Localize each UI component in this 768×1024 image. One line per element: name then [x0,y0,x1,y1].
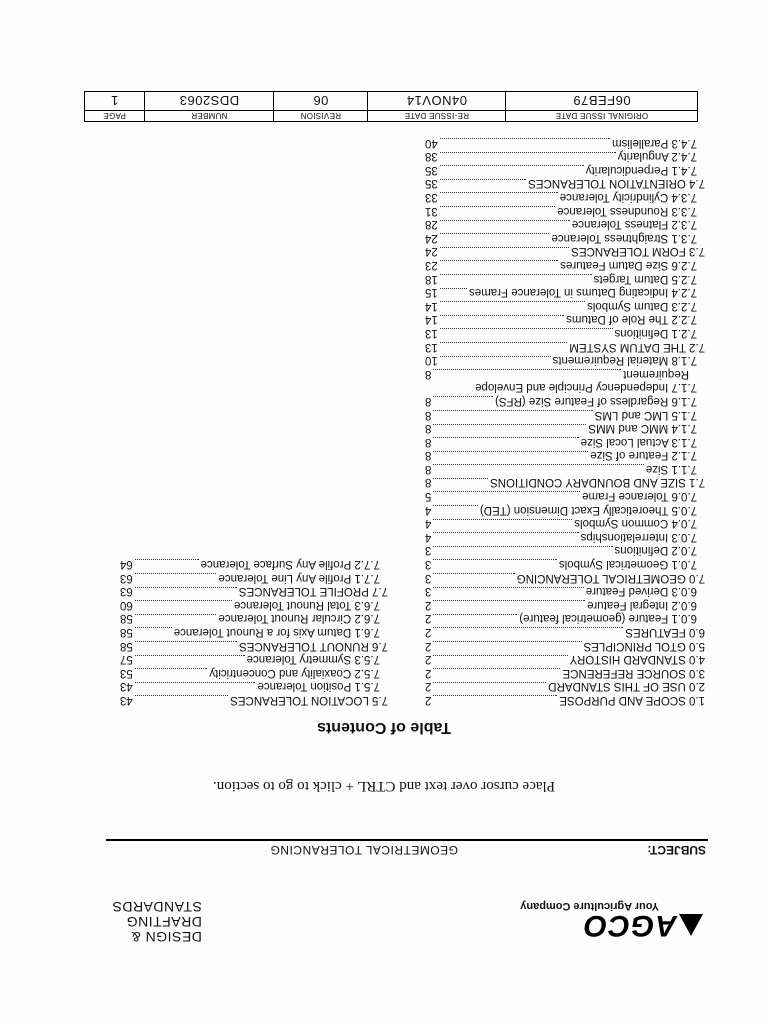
toc-leader-dots [440,152,616,163]
toc-entry-link[interactable] [425,325,705,339]
toc-entry-page: 53 [120,666,133,679]
toc-entry-label: 3.0 SOURCE REFERENCE [562,666,705,679]
toc-entry-link[interactable] [425,489,705,503]
toc-entry-link[interactable] [425,244,705,258]
toc-entry-link[interactable] [425,380,705,394]
toc-leader-dots [135,655,245,666]
toc-entry-page: 63 [120,571,133,584]
toc-entry-page: 4 [425,503,432,516]
toc-entry-page: 35 [425,163,438,176]
toc-entry-label: 7.1.4 MMC and MMS [588,422,697,435]
document-info-table [84,91,698,122]
toc-entry-link[interactable] [425,393,705,407]
toc-entry-page: 58 [120,639,133,652]
toc-entry-link[interactable] [425,271,705,285]
toc-entry-link[interactable] [120,556,388,570]
toc-entry-page: 43 [120,694,133,706]
toc-entry-label: 7.1.7 Independency Principle and Envelope [475,381,697,394]
toc-entry-link[interactable] [120,597,388,611]
toc-entry-page: 43 [120,680,133,693]
toc-entry-link[interactable] [425,149,705,163]
toc-entry-page: 8 [425,422,432,435]
toc-entry-label: 7.0 GEOMETRICAL TOLERANCING [516,571,705,584]
toc-entry-page: 63 [120,585,133,598]
toc-entry-link[interactable] [425,556,705,570]
toc-entry-label: 7.3.2 Flatness Tolerance [571,218,697,231]
toc-entry-link[interactable] [425,257,705,271]
toc-leader-dots [433,573,514,584]
toc-entry-link[interactable] [425,407,705,421]
toc-entry-page: 8 [425,462,432,475]
toc-entry-link[interactable] [425,543,705,557]
toc-entry-label: 6.0 FEATURES [625,626,705,639]
toc-entry-label: 7.1.2 Feature of Size [590,449,697,462]
toc-entry-page: 4 [425,530,432,543]
toc-entry-page: 57 [120,653,133,666]
department-title [112,899,202,944]
toc-entry-label: 7.4.2 Angularity [617,150,697,163]
toc-entry-page: 38 [425,150,438,163]
toc-leader-dots [433,614,517,625]
reissue-date: 04NOV14 [367,92,506,111]
toc-entry-page: 2 [425,639,432,652]
toc-entry-page: 5 [425,490,432,503]
toc-entry-link[interactable] [425,217,705,231]
toc-entry-link[interactable] [425,339,705,353]
info-header-row [85,111,698,122]
toc-leader-dots [135,627,172,638]
toc-leader-dots [440,356,551,367]
toc-leader-dots [135,614,217,625]
header-revision: REVISION [274,111,367,122]
logo-tagline: Your Agriculture Company [520,900,659,912]
revision: 06 [274,92,367,111]
toc-entry-page: 8 [425,476,432,489]
toc-entry-page: 58 [120,626,133,639]
toc-entry-label: 7.3.1 Straightness Tolerance [551,231,697,244]
toc-entry-label: 7.2.6 Size Datum Features [560,259,697,271]
toc-entry-label: 7.7.1 Profile Any Line Tolerance [218,571,380,584]
toc-leader-dots [135,641,237,652]
toc-entry-link[interactable] [120,638,388,652]
toc-entry-page: 2 [425,694,432,706]
logo-wordmark: AGCO [583,909,677,942]
toc-leader-dots [440,315,564,326]
info-value-row [85,92,698,111]
instruction-text: Place cursor over text and CTRL + click to go to section. [213,778,555,794]
toc-entry-label: 7.1.3 Actual Local Size [580,435,697,448]
toc-entry-label: 7.3.3 Roundness Tolerance [557,204,697,217]
toc-leader-dots [135,587,237,598]
toc-leader-dots [433,655,567,666]
toc-entry-label: 4.0 STANDARD HISTORY [569,653,705,666]
toc-entry-label: 7.6.2 Circular Runout Tolerance [218,612,380,625]
toc-entry-label: Requirement [623,367,689,380]
toc-leader-dots [433,600,585,611]
toc-entry-label: 7.3 FORM TOLERANCES [571,245,705,258]
toc-entry-link[interactable] [120,611,388,625]
toc-entry-link[interactable] [425,597,705,611]
toc-entry-label: 7.2.4 Indicating Datums in Tolerance Frames [469,286,697,299]
toc-entry-label: 7.0.2 Definitions [614,544,697,557]
toc-entry-link[interactable] [425,448,705,462]
toc-entry-label: 7.2 THE DATUM SYSTEM [569,340,705,353]
toc-entry-label: 7.4 ORIENTATION TOLERANCES [528,177,705,190]
toc-entry-label: 7.0.6 Tolerance Frame [582,490,697,503]
toc-entry-link[interactable] [425,502,705,516]
toc-entry-link[interactable] [425,652,705,666]
department-line: DRAFTING [126,914,202,930]
toc-leader-dots [440,233,550,244]
toc-leader-dots [433,559,557,570]
toc-entry-page: 3 [425,585,432,598]
toc-leader-dots [433,410,592,421]
toc-entry-page: 2 [425,680,432,693]
toc-entry-label: 7.2.5 Datum Targets [593,272,697,285]
toc-entry-page: 24 [425,245,438,258]
original-issue-date: 06FEB79 [506,92,698,111]
toc-entry-link[interactable] [425,638,705,652]
toc-leader-dots [433,492,580,503]
toc-leader-dots [135,682,256,693]
toc-entry-label: 7.5.3 Symmetry Tolerance [246,653,380,666]
toc-entry-page: 3 [425,571,432,584]
toc-entry-label: 7.2.2 The Role of Datums [566,313,697,326]
toc-leader-dots [433,451,588,462]
toc-entry-link[interactable] [120,652,388,666]
toc-leader-dots [440,206,555,217]
toc-leader-dots [433,627,623,638]
toc-entry-link[interactable] [425,421,705,435]
toc-leader-dots [440,328,613,339]
toc-entry-label: 7.1.5 LMC and LMS [594,408,697,421]
header-original-issue-date: ORIGINAL ISSUE DATE [506,111,698,122]
toc-entry-page: 2 [425,598,432,611]
toc-entry-page: 35 [425,177,438,190]
toc-leader-dots [433,505,478,516]
toc-entry-link[interactable] [425,692,705,706]
toc-leader-dots [440,288,467,299]
toc-entry-label: 7.7.2 Profile Any Surface Tolerance [200,558,380,571]
toc-leader-dots [135,600,232,611]
toc-entry-page: 58 [120,612,133,625]
toc-entry-page: 64 [120,558,133,571]
toc-entry-page: 60 [120,598,133,611]
toc-entry-label: 7.1.8 Material Requirements [552,354,697,367]
toc-right-column [120,556,388,706]
toc-entry-link[interactable] [425,529,705,543]
toc-entry-page: 13 [425,340,438,353]
agco-logo [520,900,703,942]
toc-entry-link[interactable] [425,366,705,380]
toc-entry-link[interactable] [425,203,705,217]
toc-entry-label: 7.5.2 Coaxiality and Concentricity [209,666,380,679]
toc-entry-page: 2 [425,626,432,639]
subject-row [106,839,708,859]
toc-entry-link[interactable] [425,189,705,203]
toc-entry-link[interactable] [425,679,705,693]
toc-entry-page: 4 [425,517,432,530]
toc-entry-link[interactable] [425,570,705,584]
toc-leader-dots [433,478,488,489]
toc-entry-label: 7.0.3 Interrelationships [580,530,697,543]
toc-entry-link[interactable] [425,298,705,312]
toc-entry-page: 13 [425,326,438,339]
toc-entry-label: 7.4.1 Perpendicularity [585,163,697,176]
department-line: DESIGN & [130,929,202,945]
toc-entry-label: 6.0.2 Integral Feature [587,598,697,611]
agco-triangle-icon [679,914,703,936]
toc-entry-page: 28 [425,218,438,231]
toc-entry-label: 7.5 LOCATION TOLERANCES [230,694,388,706]
toc-leader-dots [440,301,585,312]
toc-leader-dots [433,546,612,557]
toc-entry-page: 18 [425,272,438,285]
toc-leader-dots [440,342,568,353]
toc-entry-page: 8 [425,408,432,421]
toc-entry-label: 7.5.1 Position Tolerance [257,680,380,693]
toc-entry-label: 2.0 USE OF THIS STANDARD [548,680,705,693]
toc-leader-dots [135,573,217,584]
toc-entry-link[interactable] [425,584,705,598]
toc-leader-dots [440,247,569,258]
subject-value: GEOMETRICAL TOLERANCING [270,843,458,857]
toc-entry-link[interactable] [425,135,705,149]
toc-leader-dots [440,274,592,285]
toc-entry-link[interactable] [425,665,705,679]
toc-entry-label: 7.6.1 Datum Axis for a Runout Tolerance [173,626,380,639]
toc-entry-link[interactable] [425,434,705,448]
toc-entry-link[interactable] [425,475,705,489]
toc-entry-link[interactable] [425,516,705,530]
toc-entry-label: 7.2.1 Definitions [614,326,697,339]
toc-entry-page: 33 [425,191,438,204]
toc-leader-dots [433,437,578,448]
toc-entry-label: 7.6 RUNOUT TOLERANCES [239,639,388,652]
toc-entry-label: 7.7 PROFILE TOLERANCES [238,585,388,598]
toc-leader-dots [135,668,208,679]
toc-entry-page: 8 [425,367,432,380]
toc-leader-dots [433,682,546,693]
header-number: NUMBER [144,111,274,122]
toc-entry-label: 1.0 SCOPE AND PURPOSE [559,694,705,706]
toc-entry-page: 14 [425,313,438,326]
toc-entry-label: 7.3.4 Cylindricity Tolerance [559,191,697,204]
toc-entry-page: 3 [425,544,432,557]
toc-leader-dots [433,587,583,598]
header-page: PAGE [85,111,145,122]
toc-entry-page: 2 [425,666,432,679]
toc-entry-page: 24 [425,231,438,244]
toc-leader-dots [433,424,586,435]
toc-entry-label: 7.1 SIZE AND BOUNDARY CONDITIONS [490,476,705,489]
toc-entry-link[interactable] [120,665,388,679]
toc-entry-page: 3 [425,558,432,571]
toc-title: Table of Contents [317,719,451,736]
toc-leader-dots [440,260,558,271]
toc-leader-dots [440,220,570,231]
toc-entry-label: 7.6.3 Total Runout Tolerance [234,598,380,611]
toc-entry-label: 7.0.4 Common Symbols [574,517,697,530]
toc-leader-dots [433,369,621,380]
toc-entry-page: 10 [425,354,438,367]
toc-entry-label: 6.0.1 Feature (geometrical feature) [519,612,697,625]
toc-entry-link[interactable] [120,584,388,598]
toc-entry-label: 6.0.3 Derived Feature [585,585,697,598]
page-number: 1 [85,92,145,111]
toc-entry-page: 23 [425,259,438,271]
toc-entry-page: 15 [425,286,438,299]
toc-entry-label: 7.2.3 Datum Symbols [587,299,697,312]
toc-leader-dots [433,668,560,679]
toc-entry-label: 7.4.3 Parallelism [611,136,697,149]
toc-leader-dots [135,559,199,570]
toc-leader-dots [440,165,584,176]
toc-entry-link[interactable] [425,611,705,625]
toc-entry-link[interactable] [425,624,705,638]
toc-entry-page: 31 [425,204,438,217]
toc-entry-label: 7.1.6 Regardless of Feature Size (RFS) [495,394,697,407]
toc-leader-dots [433,519,572,530]
toc-entry-label: 7.1.1 Size [645,462,697,475]
toc-entry-link[interactable] [120,679,388,693]
toc-entry-page: 2 [425,653,432,666]
toc-leader-dots [433,641,581,652]
toc-entry-link[interactable] [425,353,705,367]
toc-entry-page: 8 [425,435,432,448]
toc-entry-label: 5.0 GTOL PRINCIPLES [583,639,705,652]
toc-entry-link[interactable] [425,312,705,326]
toc-entry-label: 7.0.1 Geometrical Symbols [558,558,697,571]
toc-entry-link[interactable] [425,176,705,190]
toc-leader-dots [433,532,578,543]
toc-leader-dots [433,396,493,407]
toc-entry-link[interactable] [425,461,705,475]
toc-leader-dots [433,695,557,706]
toc-leader-dots [440,192,558,203]
subject-label: SUBJECT: [647,843,706,857]
toc-entry-link[interactable] [425,230,705,244]
department-line: STANDARDS [112,899,202,915]
toc-leader-dots [135,695,228,706]
toc-entry-page: 14 [425,299,438,312]
toc-entry-page: 8 [425,394,432,407]
toc-entry-page: 2 [425,612,432,625]
toc-entry-link[interactable] [120,570,388,584]
document-number: DDS2063 [144,92,274,111]
toc-entry-link[interactable] [425,285,705,299]
toc-entry-page: 40 [425,136,438,149]
toc-entry-link[interactable] [120,624,388,638]
toc-leader-dots [440,138,610,149]
toc-leader-dots [440,179,526,190]
toc-entry-link[interactable] [120,692,388,706]
header-reissue-date: RE-ISSUE DATE [367,111,506,122]
toc-left-column [425,135,705,706]
toc-leader-dots [433,464,643,475]
toc-entry-link[interactable] [425,162,705,176]
toc-entry-label: 7.0.5 Theoretically Exact Dimension (TED) [479,503,697,516]
toc-entry-page: 8 [425,449,432,462]
